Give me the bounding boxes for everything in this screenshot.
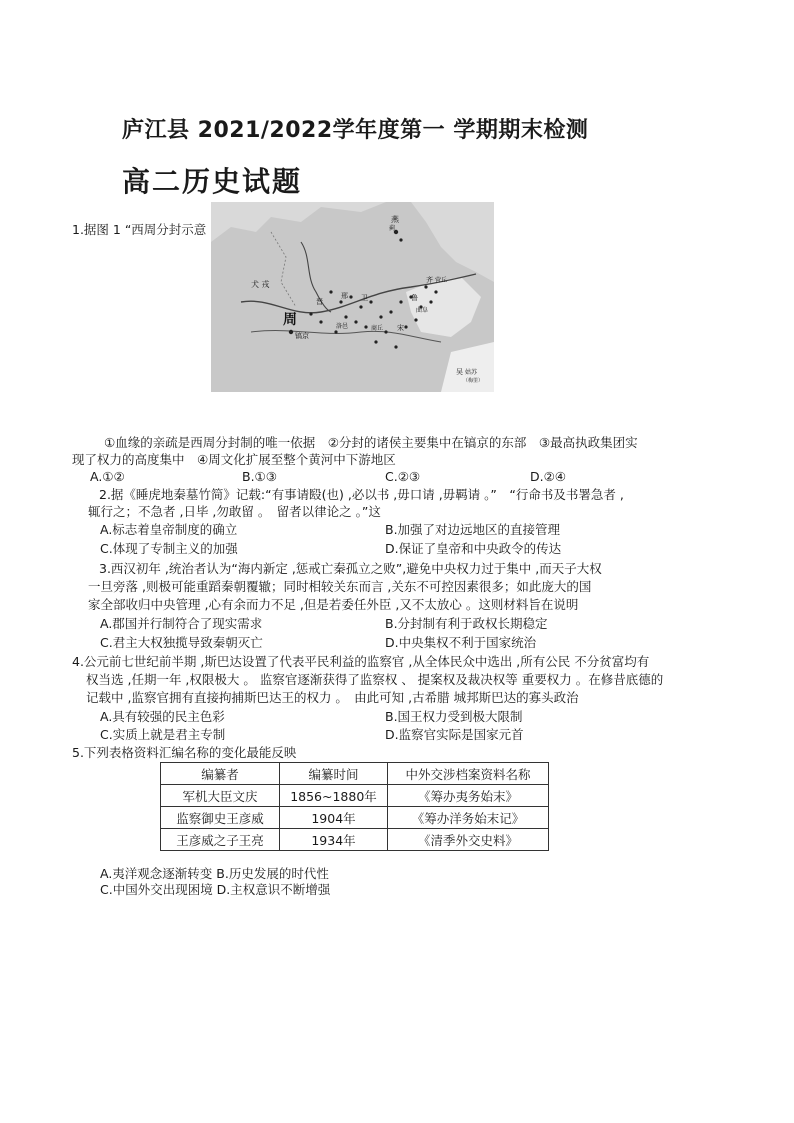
fief-dot — [404, 325, 407, 328]
q3-stem-line3: 家全部收归中央管理 ,心有余而力不足 ,但是若委任外臣 ,又不太放心 。这则材料旨在说明 — [88, 597, 579, 612]
fief-dot — [309, 312, 312, 315]
map-label: 卫 — [361, 294, 368, 302]
q3-option-c: C.君主大权独揽导致秦朝灭亡 — [100, 635, 263, 650]
q4-option-b: B.国王权力受到极大限制 — [385, 709, 523, 724]
map-label: 洛邑 — [336, 323, 349, 330]
table-cell: 监察御史王彦威 — [161, 807, 280, 829]
fief-dot — [349, 295, 352, 298]
fief-dot — [429, 300, 432, 303]
map-label: （梅里） — [463, 378, 484, 384]
table-cell: 《清季外交史料》 — [388, 829, 549, 851]
fief-dot — [434, 290, 437, 293]
fief-dot — [374, 340, 377, 343]
q3-option-d: D.中央集权不利于国家统治 — [385, 635, 537, 650]
map-label: 商丘 — [371, 325, 384, 332]
q1-option-b: B.①③ — [242, 469, 277, 484]
exam-subtitle: 高二历史试题 — [122, 165, 303, 198]
western-zhou-map — [211, 202, 494, 392]
map-label: 吴 — [456, 368, 463, 376]
map-label: 齐 — [426, 276, 433, 284]
table-row — [161, 807, 549, 829]
fief-dot — [329, 290, 332, 293]
q4-stem-line2: 权当选 ,任期一年 ,权限极大 。 监察官逐渐获得了监察权 、 提案权及裁决权等 重要权力 。在修昔底德的 — [86, 672, 664, 687]
map-label: 营丘 — [435, 277, 448, 284]
table-cell: 1856~1880年 — [280, 785, 388, 807]
q5-stem: 5.下列表格资料汇编名称的变化最能反映 — [72, 745, 297, 760]
table-cell: 《筹办洋务始末记》 — [388, 807, 549, 829]
q2-option-d: D.保证了皇帝和中央政令的传达 — [385, 541, 562, 556]
capital-dot — [289, 330, 293, 334]
q1-option-d: D.②④ — [530, 469, 567, 484]
q4-option-d: D.监察官实际是国家元首 — [385, 727, 524, 742]
map-label: 邢 — [341, 292, 348, 300]
q4-option-a: A.具有较强的民主色彩 — [100, 709, 225, 724]
table-cell: 《筹办夷务始末》 — [388, 785, 549, 807]
table-header-cell: 编纂者 — [161, 763, 280, 785]
map-label: 鲁 — [411, 294, 418, 302]
map-label: 燕 — [391, 215, 399, 224]
q2-stem-line2: 辄行之；不急者 ,日毕 ,勿敢留 。 留者以律论之 。”这 — [88, 504, 381, 519]
q4-stem-line3: 记载中 ,监察官拥有直接拘捕斯巴达王的权力 。 由此可知 ,古希腊 城邦斯巴达的寡头政治 — [86, 690, 579, 705]
q4-option-c: C.实质上就是君主专制 — [100, 727, 226, 742]
map-label: 镐京 — [295, 332, 309, 340]
fief-dot — [399, 238, 402, 241]
q1-stem: 1.据图 1 “西周分封示意 — [72, 222, 207, 237]
table-row — [161, 829, 549, 851]
fief-dot — [354, 320, 357, 323]
q2-option-b: B.加强了对边远地区的直接管理 — [385, 522, 561, 537]
q1-option-a: A.①② — [90, 469, 125, 484]
q5-options-line1: A.夷洋观念逐渐转变 B.历史发展的时代性 — [100, 866, 329, 881]
q5-options-line2: C.中国外交出现困境 D.主权意识不断增强 — [100, 882, 331, 897]
map-label: 姑苏 — [465, 369, 478, 376]
fief-dot — [389, 310, 392, 313]
table-cell: 1934年 — [280, 829, 388, 851]
q2-option-c: C.体现了专制主义的加强 — [100, 541, 238, 556]
map-label: 蓟 — [389, 225, 396, 232]
q1-statements-line1: ①血缘的亲疏是西周分封制的唯一依据 ②分封的诸侯主要集中在镐京的东部 ③最高执政集团实 — [104, 435, 638, 450]
fief-dot — [384, 330, 387, 333]
q4-stem-line1: 4.公元前七世纪前半期 ,斯巴达设置了代表平民利益的监察官 ,从全体民众中选出 ,所有公民 不分贫富均有 — [72, 654, 650, 669]
table-cell: 军机大臣文庆 — [161, 785, 280, 807]
q2-option-a: A.标志着皇帝制度的确立 — [100, 522, 238, 537]
fief-dot — [319, 320, 322, 323]
fief-dot — [339, 300, 342, 303]
fief-dot — [359, 305, 362, 308]
q3-option-a: A.郡国并行制符合了现实需求 — [100, 616, 263, 631]
map-label: 周 — [283, 312, 297, 328]
q3-stem-line2: 一旦旁落 ,则极可能重蹈秦朝覆辙；同时相较关东而言 ,关东不可控因素很多；如此庞大的国 — [88, 579, 592, 594]
fief-dot — [414, 318, 417, 321]
map-label: 晋 — [316, 298, 323, 306]
q3-option-b: B.分封制有利于政权长期稳定 — [385, 616, 548, 631]
fief-dot — [399, 300, 402, 303]
table-header-cell: 编纂时间 — [280, 763, 388, 785]
q1-option-c: C.②③ — [385, 469, 421, 484]
map-label: 宋 — [397, 324, 404, 332]
fief-dot — [379, 315, 382, 318]
fief-dot — [394, 345, 397, 348]
table-header-row — [161, 763, 549, 785]
q3-stem-line1: 3.西汉初年 ,统治者认为“海内新定 ,惩戒亡秦孤立之败”,避免中央权力过于集中 ,而天子大权 — [99, 561, 602, 576]
archives-table — [160, 762, 549, 851]
fief-dot — [364, 325, 367, 328]
exam-title: 庐江县 2021/2022学年度第一 学期期末检测 — [122, 118, 589, 143]
map-label: 曲阜 — [416, 307, 429, 314]
table-cell: 1904年 — [280, 807, 388, 829]
fief-dot — [334, 330, 337, 333]
table-row — [161, 785, 549, 807]
table-cell: 王彦威之子王亮 — [161, 829, 280, 851]
map-label: 犬 戎 — [251, 280, 270, 289]
table-header-cell: 中外交涉档案资料名称 — [388, 763, 549, 785]
fief-dot — [424, 285, 427, 288]
q1-statements-line2: 现了权力的高度集中 ④周文化扩展至整个黄河中下游地区 — [72, 452, 396, 467]
fief-dot — [369, 300, 372, 303]
fief-dot — [344, 315, 347, 318]
q2-stem-line1: 2.据《睡虎地秦墓竹简》记载:“有事请殹(也) ,必以书 ,毋口请 ,毋羁请 。” “行命书及书署急者 , — [99, 487, 624, 502]
